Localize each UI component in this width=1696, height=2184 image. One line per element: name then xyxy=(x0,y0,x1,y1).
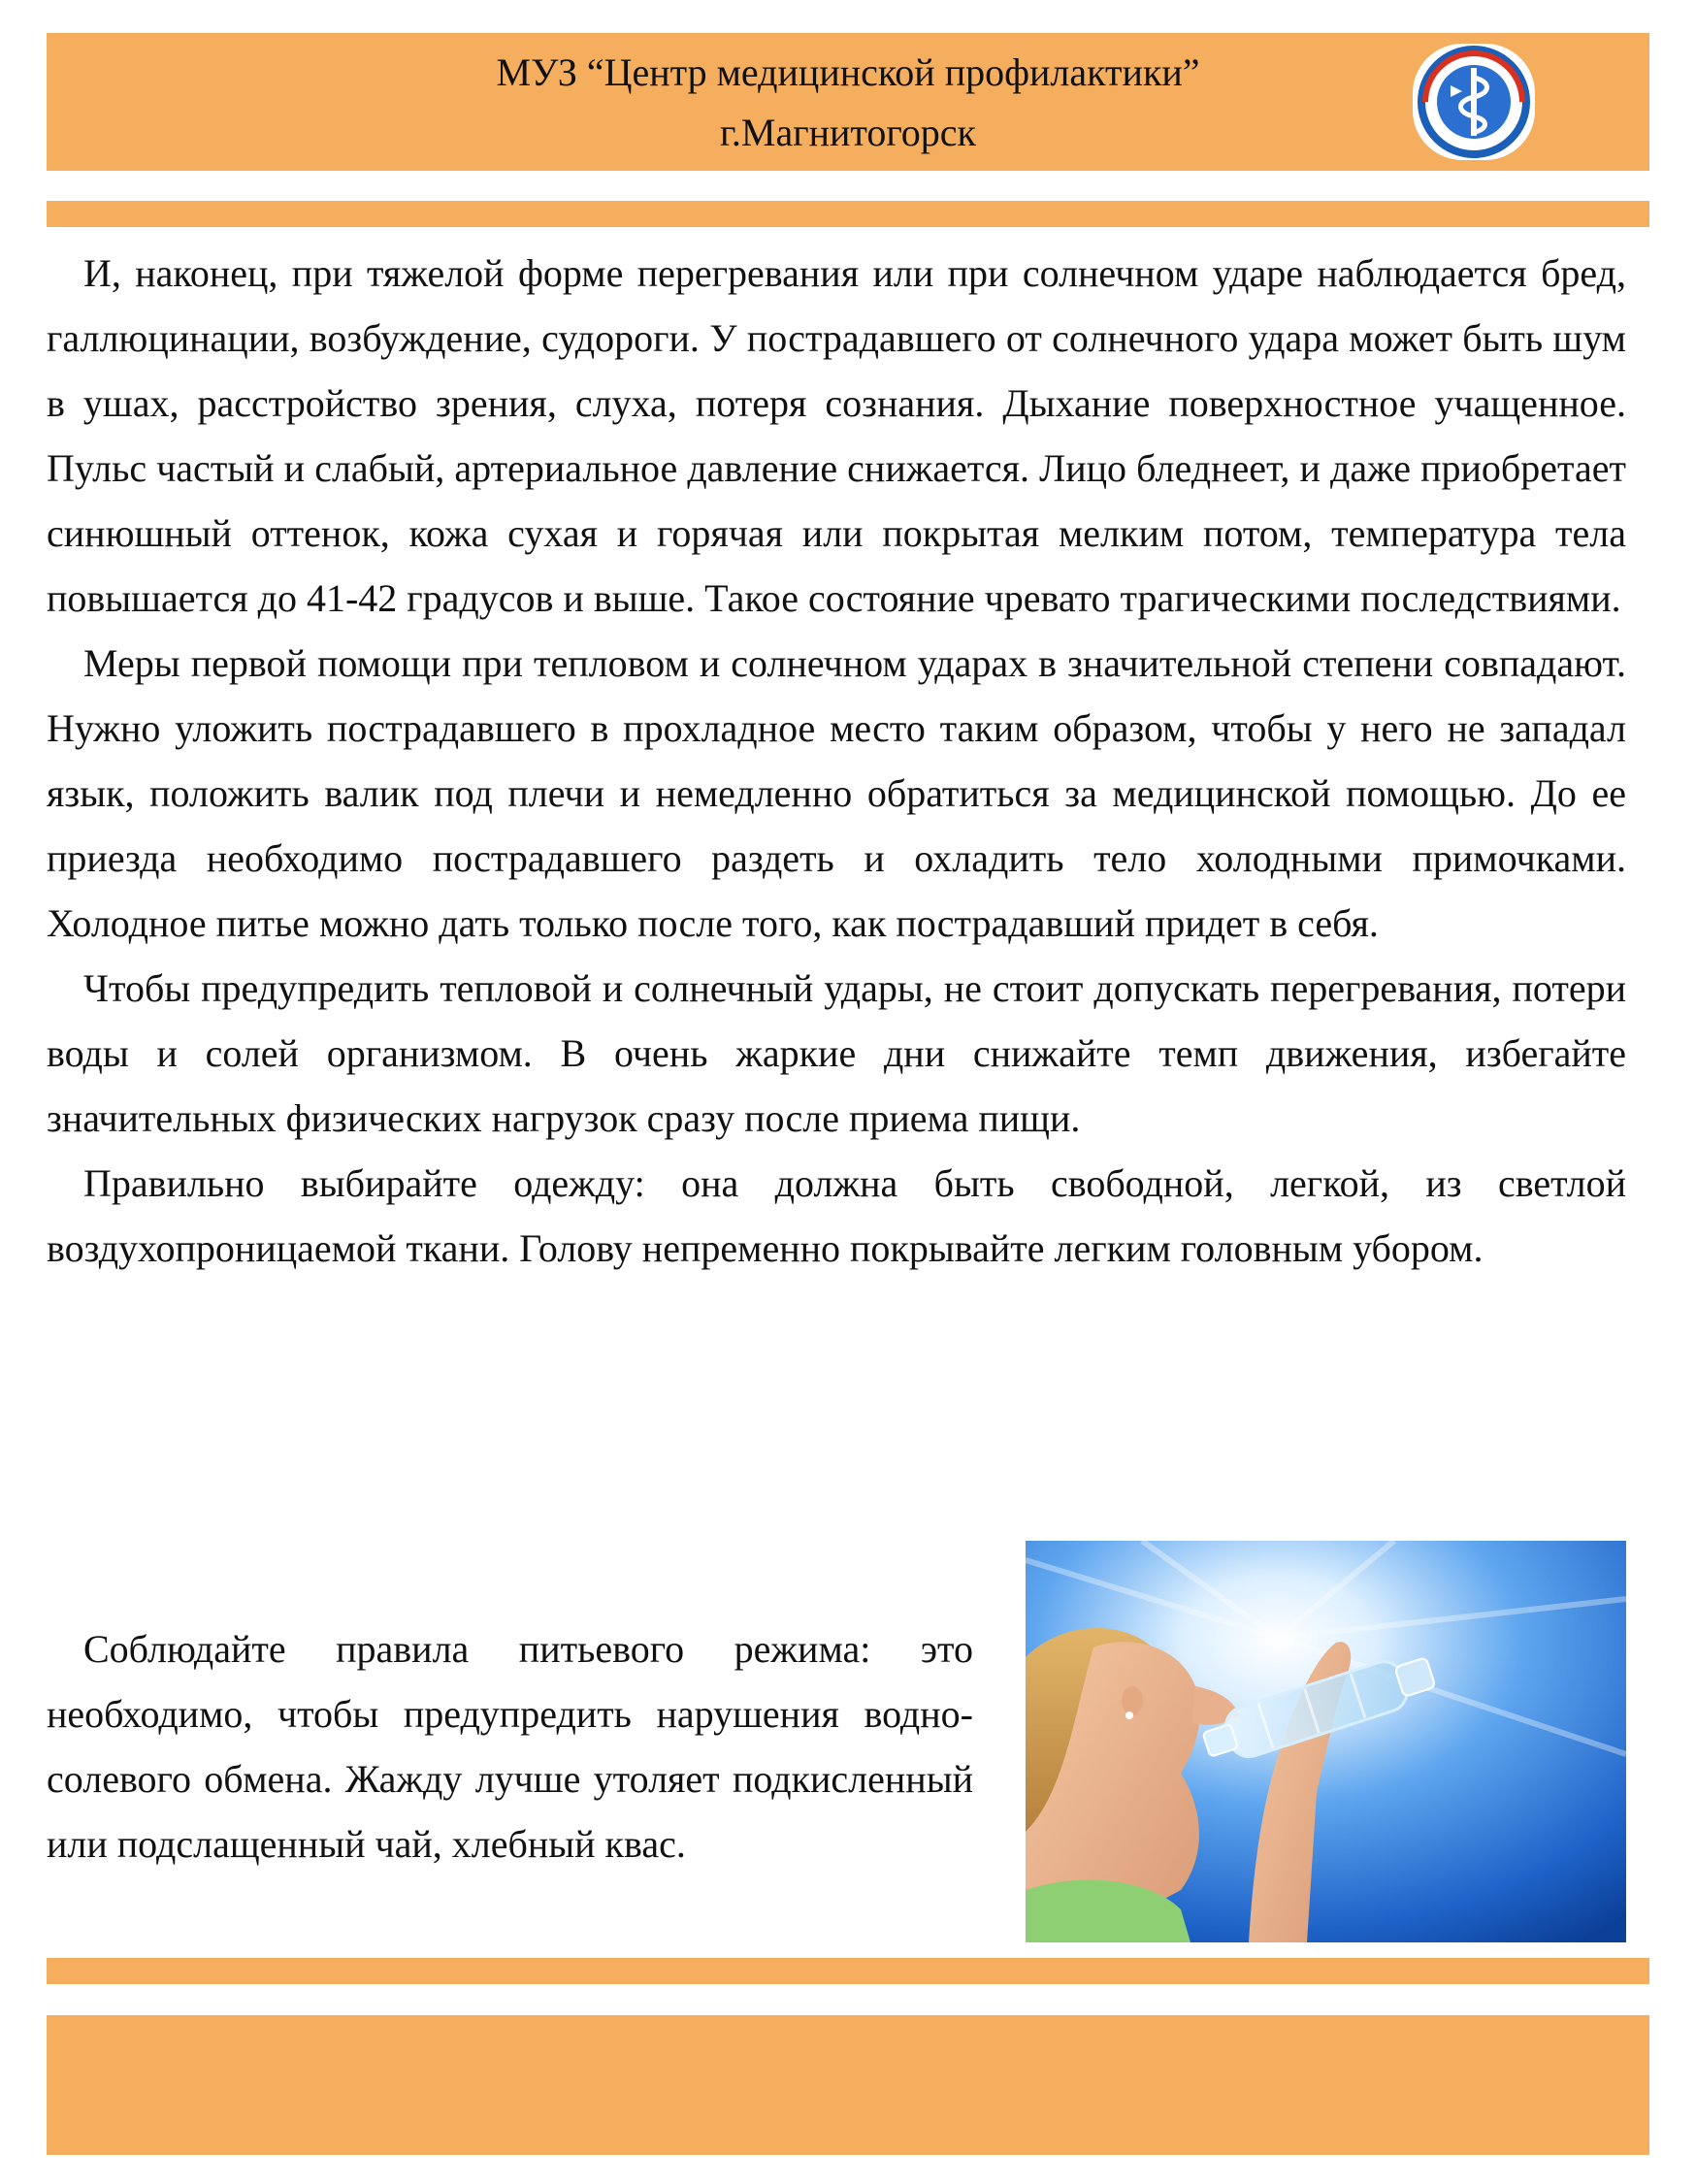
article-body xyxy=(47,241,1626,1281)
bottom-divider-stripe xyxy=(47,1958,1649,1984)
footer-band xyxy=(47,2015,1649,2155)
paragraph-drinking: Соблюдайте правила питьевого режима: это необходимо, чтобы предупредить нарушения водно-солевого обмена. Жажду лучше утоляет подкисленный или подслащенный чай, хлебный квас. xyxy=(47,1627,973,1866)
header-band xyxy=(47,33,1649,171)
header-title-line1: МУЗ “Центр медицинской профилактики” xyxy=(496,50,1200,94)
top-divider-stripe xyxy=(47,201,1649,227)
medical-center-logo-icon xyxy=(1408,41,1540,163)
paragraph-clothing: Правильно выбирайте одежду: она должна быть свободной, легкой, из светлой воздухопроницаемой ткани. Голову непременно покрывайте легким головным убором. xyxy=(47,1161,1626,1270)
paragraph-first-aid: Меры первой помощи при тепловом и солнечном ударах в значительной степени совпадают. Нужно уложить пострадавшего в прохладное место таким образом, чтобы у него не западал язык, положить валик под плечи и немедленно обратиться за медицинской помощью. До ее приезда необходимо пострадавшего раздеть и охладить тело холодными примочками. Холодное питье можно дать только после того, как пострадавший придет в себя. xyxy=(47,641,1626,945)
paragraph-prevention: Чтобы предупредить тепловой и солнечный удары, не стоит допускать перегревания, потери воды и солей организмом. В очень жаркие дни снижайте темп движения, избегайте значительных физических нагрузок сразу после приема пищи. xyxy=(47,966,1626,1140)
woman-drinking-water-photo xyxy=(1026,1541,1626,1942)
header-title-line2: г.Магнитогорск xyxy=(720,111,976,154)
paragraph-symptoms: И, наконец, при тяжелой форме перегревания или при солнечном ударе наблюдается бред, галлюцинации, возбуждение, судороги. У пострадавшего от солнечного удара может быть шум в ушах, расстройство зрения, слуха, потеря сознания. Дыхание поверхностное учащенное. Пульс частый и слабый, артериальное давление снижается. Лицо бледнеет, и даже приобретает синюшный оттенок, кожа сухая и горячая или покрытая мелким потом, температура тела повышается до 41-42 градусов и выше. Такое состояние чревато трагическими последствиями. xyxy=(47,251,1626,620)
